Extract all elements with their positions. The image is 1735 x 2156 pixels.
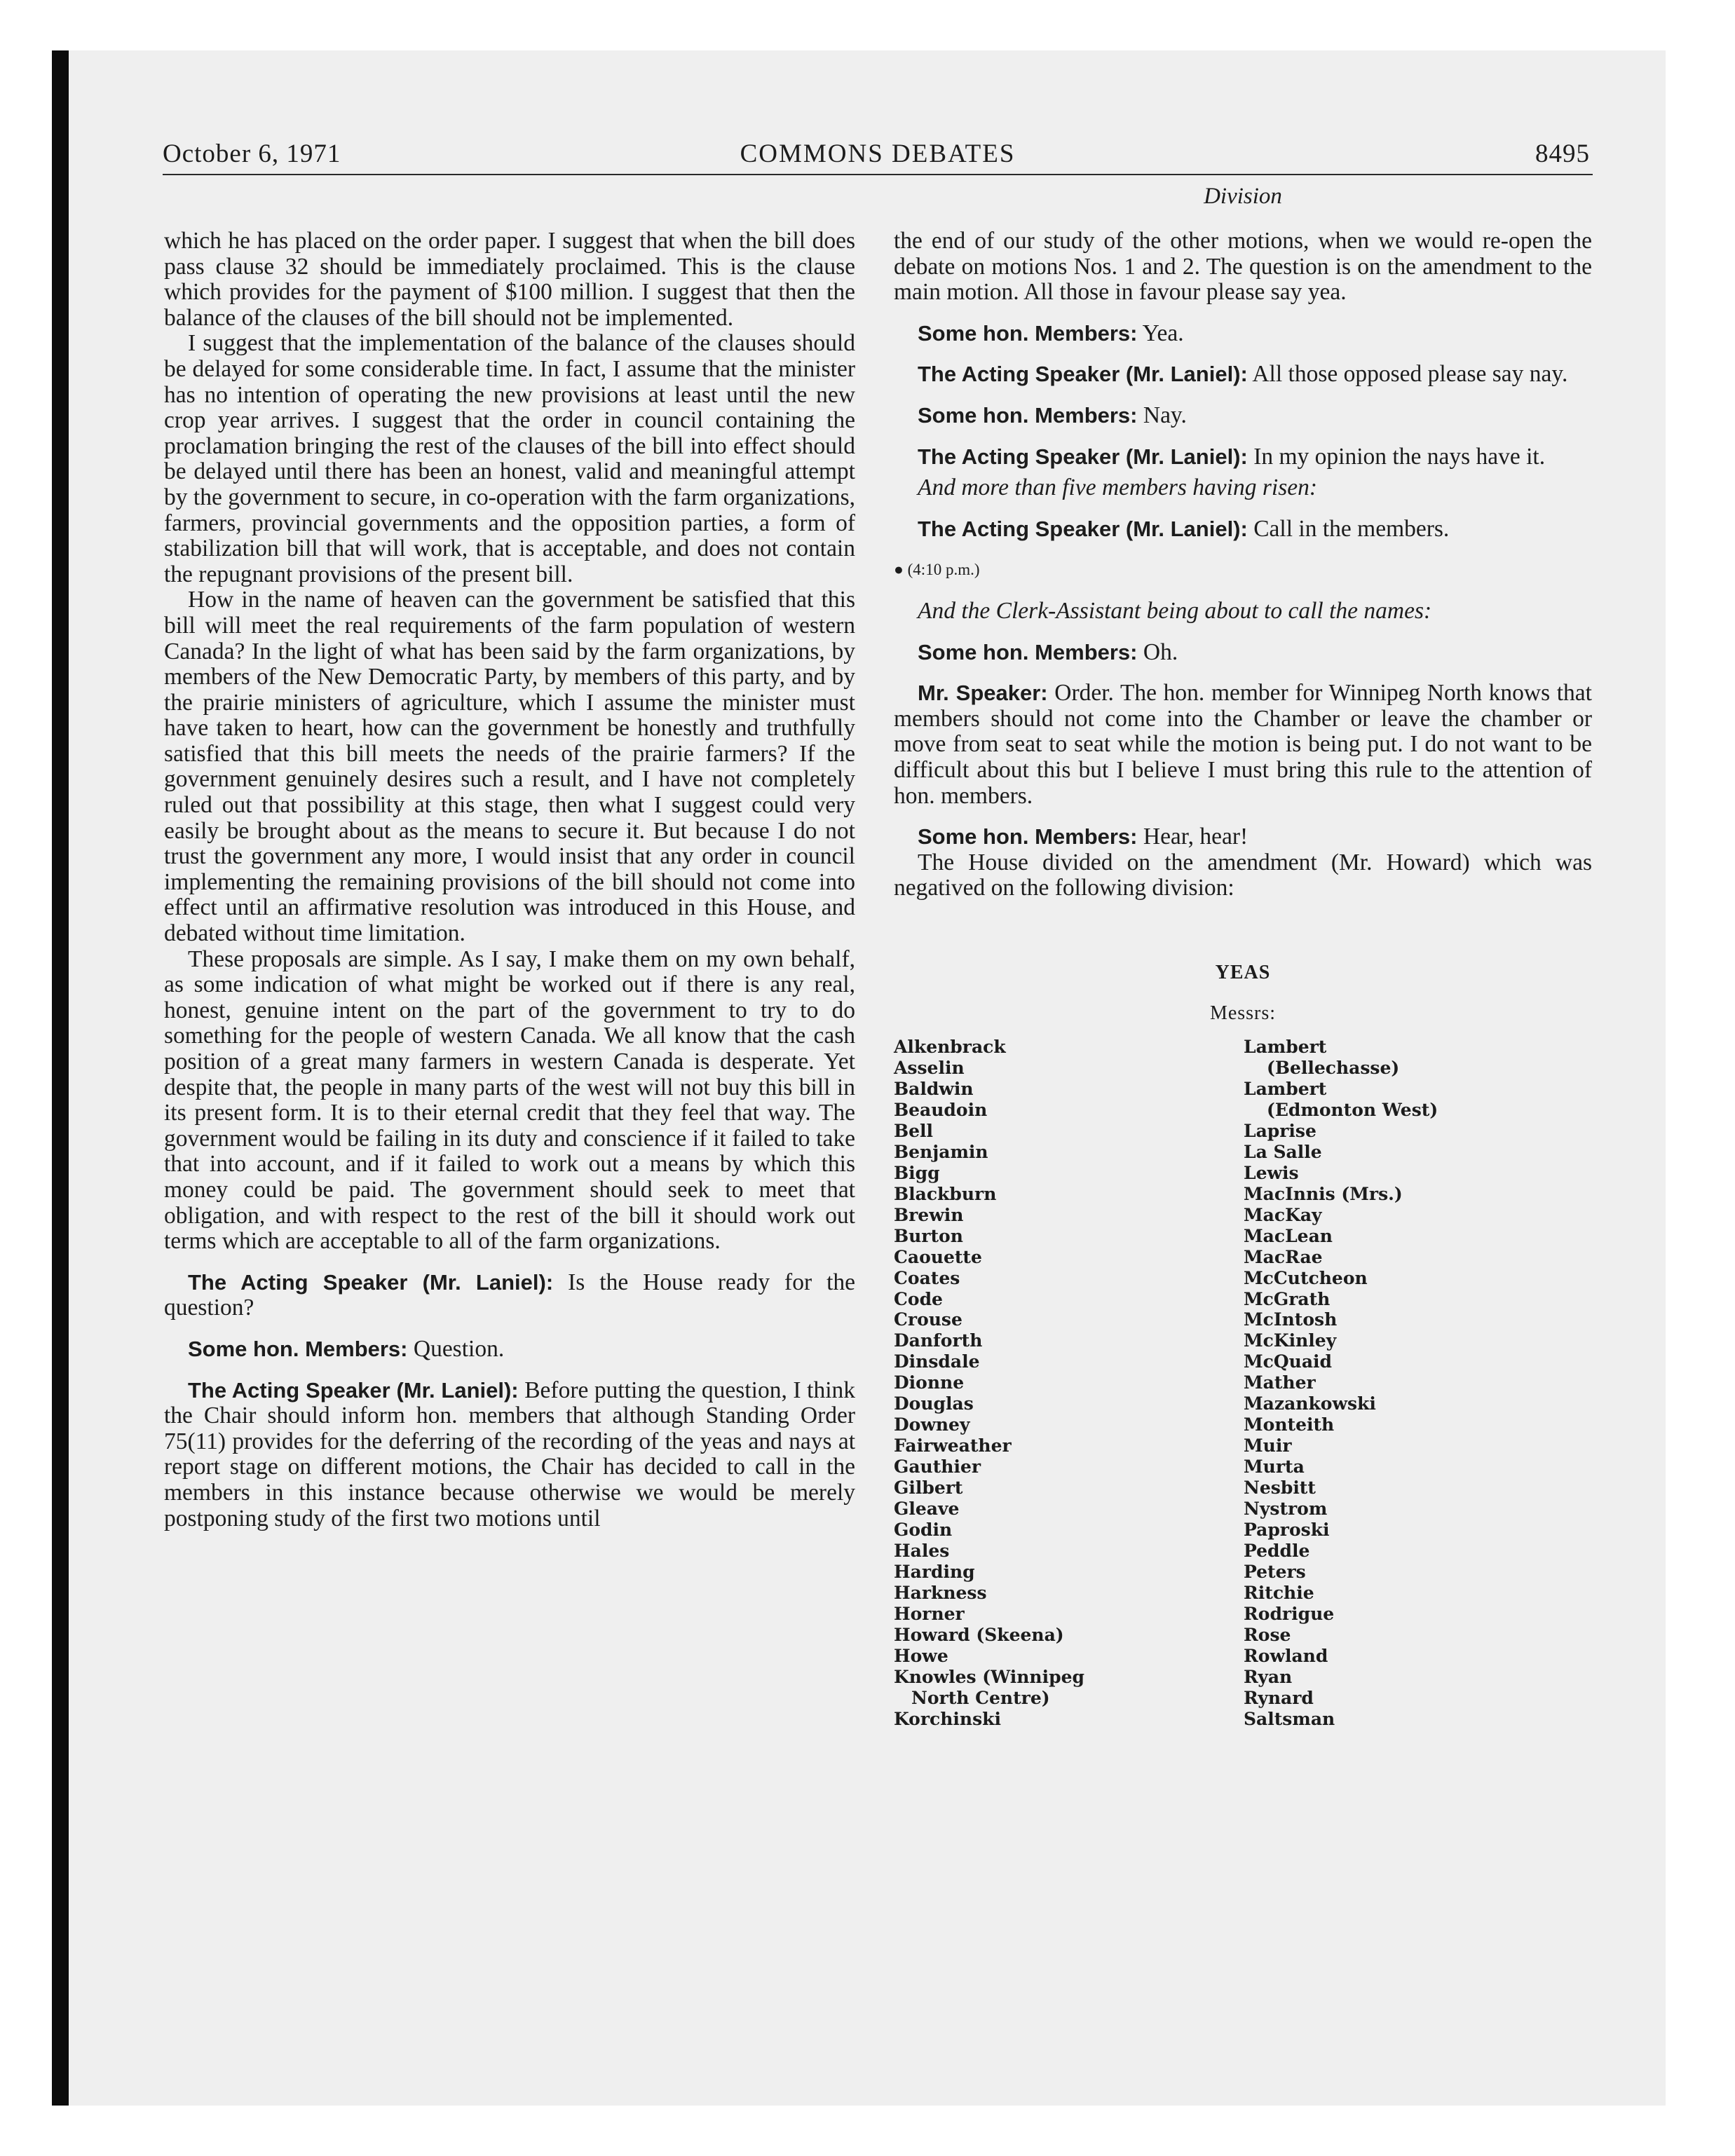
member-name: Bigg — [894, 1162, 940, 1183]
speaker-name: The Acting Speaker (Mr. Laniel): — [188, 1269, 554, 1295]
paragraph: which he has placed on the order paper. I suggest that when the bill does pass clause 32 should be immediately proclaimed. This is the clause which provides for the payment of $100 million. I suggest that then the balance of the clauses of the bill should not be implemented. — [164, 228, 855, 331]
section-heading: Division — [1204, 184, 1282, 209]
member-name: Gilbert — [894, 1478, 963, 1499]
member-name: Dinsdale — [894, 1351, 980, 1372]
member-name: Rodrigue — [1244, 1603, 1335, 1624]
member-name: Mather — [1244, 1372, 1316, 1393]
division-list — [894, 1037, 1592, 1738]
member-name: Ritchie — [1244, 1582, 1314, 1603]
issue-date: October 6, 1971 — [163, 139, 341, 168]
speaker-name: The Acting Speaker (Mr. Laniel): — [188, 1377, 519, 1403]
member-name: Peters — [1244, 1561, 1306, 1582]
member-name: Gauthier — [894, 1456, 981, 1478]
speech — [894, 362, 1592, 388]
member-name: Lewis — [1244, 1162, 1299, 1183]
member-name: MacKay — [1244, 1204, 1322, 1225]
member-name: Lambert — [1244, 1078, 1327, 1099]
member-name: Crouse — [894, 1309, 962, 1330]
paragraph: These proposals are simple. As I say, I make them on my own behalf, as some indication of what might be worked out if there is any real, honest, genuine intent on the part of the government to try to do something for the people of western Canada. We all know that the cash position of a great many farmers in western Canada is desperate. Yet despite that, the people in many parts of the west will not buy this bill in its present form. It is to their eternal credit that they feel that way. The government would be failing in its duty and conscience if it failed to take that into account, and if it failed to work out a means by which this money could be paid. The government should seek to meet that obligation, and with respect to the rest of the bill it should work out terms which are acceptable to all of the farm organizations. — [164, 946, 855, 1255]
member-name: MacLean — [1244, 1225, 1333, 1246]
speaker-name: Some hon. Members: — [918, 824, 1138, 850]
member-name: McKinley — [1244, 1330, 1337, 1351]
member-name: McCutcheon — [1244, 1267, 1368, 1288]
member-name: MacRae — [1244, 1246, 1323, 1267]
member-name: (Edmonton West) — [1267, 1099, 1438, 1120]
member-name: Lambert — [1244, 1037, 1327, 1058]
speech-text: Order. The hon. member for Winnipeg North knows that members should not come into the Chamber or leave the chamber or move from seat to seat while the motion is being put. I do not want to be difficult about this but I believe I must bring this rule to the attention of hon. members. — [894, 680, 1592, 809]
member-name: Bell — [894, 1120, 934, 1141]
member-name: MacInnis (Mrs.) — [1244, 1183, 1403, 1204]
member-name: Laprise — [1244, 1120, 1316, 1141]
member-name: Code — [894, 1288, 943, 1309]
member-name: Brewin — [894, 1204, 964, 1225]
speech — [894, 681, 1592, 809]
speech-text: Yea. — [1137, 320, 1184, 346]
member-name: Danforth — [894, 1330, 983, 1351]
member-name: Godin — [894, 1519, 953, 1540]
speaker-name: Some hon. Members: — [188, 1336, 408, 1361]
paragraph: How in the name of heaven can the government be satisfied that this bill will meet the real requirements of the farm population of western Canada? In the light of what has been said by the farm organizations, by members of the New Democratic Party, by members of this party, and by the prairie ministers of agriculture, which I assume the minister must have taken to heart, how can the government be honestly and truthfully satisfied that this bill meets the needs of the prairie farmers? If the government genuinely desires such a result, and I have not completely ruled out that possibility at this stage, then what I suggest could very easily be brought about as the means to secure it. But because I do not trust the government any more, I would insist that any order in council implementing the remaining provisions of the bill should not come into effect until an affirmative resolution was introduced in this House, and debated without time limitation. — [164, 587, 855, 947]
member-name: Fairweather — [894, 1435, 1012, 1456]
running-head — [163, 139, 1593, 175]
speaker-name: The Acting Speaker (Mr. Laniel): — [918, 516, 1248, 541]
member-name: Nesbitt — [1244, 1478, 1316, 1499]
speaker-name: Some hon. Members: — [918, 402, 1138, 428]
member-name: Knowles (Winnipeg — [894, 1666, 1084, 1687]
member-name: Rose — [1244, 1624, 1291, 1645]
time-marker: ● (4:10 p.m.) — [894, 561, 980, 579]
speech-text: Is the House ready for the question? — [164, 1269, 855, 1321]
member-name: Blackburn — [894, 1183, 997, 1204]
member-name: McGrath — [1244, 1288, 1331, 1309]
speech — [894, 321, 1592, 347]
paragraph: The House divided on the amendment (Mr. Howard) which was negatived on the following division: — [894, 849, 1592, 901]
paragraph: I suggest that the implementation of the balance of the clauses should be delayed for some considerable time. In fact, I assume that the minister has no intention of operating the new provisions at least until the new crop year arrives. I suggest that the order in council containing the proclamation bringing the rest of the clauses of the bill into effect should be delayed until there has been an honest, valid and meaningful attempt by the government to secure, in co-operation with the farm organizations, farmers, provincial governments and the opposition parties, a form of stabilization bill that will work, that is acceptable, and does not contain the repugnant provisions of the present bill. — [164, 330, 855, 587]
member-name: Beaudoin — [894, 1099, 988, 1120]
vote-subheading: Messrs: — [1209, 1002, 1277, 1025]
member-name: (Bellechasse) — [1267, 1058, 1400, 1079]
speech-text: Hear, hear! — [1137, 824, 1248, 850]
speech-text: All those opposed please say nay. — [1247, 361, 1568, 388]
speaker-name: Some hon. Members: — [918, 320, 1138, 346]
member-name: Caouette — [894, 1246, 982, 1267]
member-name: Peddle — [1244, 1540, 1310, 1561]
speech-text: Question. — [407, 1335, 505, 1362]
speech-text: Oh. — [1137, 639, 1178, 665]
scan-edge-bar — [52, 50, 69, 2106]
stage-direction: And more than five members having risen: — [918, 475, 1318, 501]
member-name: Burton — [894, 1225, 963, 1246]
member-name: Asselin — [894, 1058, 965, 1079]
speech — [894, 444, 1592, 470]
member-name: Dionne — [894, 1372, 965, 1393]
speaker-name: The Acting Speaker (Mr. Laniel): — [918, 362, 1248, 387]
member-name: Gleave — [894, 1499, 960, 1520]
speech-text: Call in the members. — [1247, 515, 1450, 542]
member-name: Harkness — [894, 1582, 987, 1603]
member-name: Harding — [894, 1561, 975, 1582]
page-number: 8495 — [1535, 139, 1590, 168]
speech — [894, 824, 1592, 850]
speech — [164, 1337, 855, 1363]
speaker-name: Some hon. Members: — [918, 639, 1138, 664]
speech — [164, 1270, 855, 1321]
member-name: Alkenbrack — [894, 1037, 1006, 1058]
member-name: Monteith — [1244, 1414, 1335, 1435]
member-name: Muir — [1244, 1435, 1292, 1456]
member-name: Paproski — [1244, 1519, 1330, 1540]
paragraph: the end of our study of the other motions, when we would re-open the debate on motions Nos. 1 and 2. The question is on the amendment to the main motion. All those in favour please say yea. — [894, 228, 1592, 306]
speech — [894, 640, 1592, 666]
member-name: Mazankowski — [1244, 1393, 1376, 1414]
member-name: Rowland — [1244, 1645, 1328, 1666]
member-name: Saltsman — [1244, 1708, 1335, 1729]
member-name: Ryan — [1244, 1666, 1293, 1687]
member-name: Murta — [1244, 1456, 1305, 1478]
member-name: Howard (Skeena) — [894, 1624, 1064, 1645]
member-name: McQuaid — [1244, 1351, 1333, 1372]
spacer — [894, 901, 1592, 960]
vote-heading: YEAS — [1215, 961, 1271, 983]
member-name: La Salle — [1244, 1141, 1322, 1162]
stage-direction: And the Clerk-Assistant being about to call the names: — [918, 597, 1432, 624]
member-name: Hales — [894, 1540, 950, 1561]
member-name: Benjamin — [894, 1141, 988, 1162]
publication-title: COMMONS DEBATES — [740, 139, 1016, 168]
yeas-left-list — [894, 1037, 1084, 1729]
member-name: Downey — [894, 1414, 970, 1435]
speech — [894, 517, 1592, 543]
left-column — [164, 228, 855, 1531]
member-name: McIntosh — [1244, 1309, 1338, 1330]
member-name: Rynard — [1244, 1687, 1314, 1708]
speech-text: In my opinion the nays have it. — [1247, 443, 1546, 470]
member-name: Coates — [894, 1267, 960, 1288]
speech-text: Nay. — [1137, 402, 1187, 428]
speaker-name: The Acting Speaker (Mr. Laniel): — [918, 444, 1248, 469]
member-name: North Centre) — [911, 1687, 1050, 1708]
speaker-name: Mr. Speaker: — [918, 681, 1048, 706]
yeas-right-list — [1244, 1037, 1438, 1729]
member-name: Howe — [894, 1645, 948, 1666]
speech — [894, 403, 1592, 429]
speech — [164, 1378, 855, 1532]
member-name: Nystrom — [1244, 1499, 1328, 1520]
member-name: Douglas — [894, 1393, 974, 1414]
member-name: Horner — [894, 1603, 965, 1624]
speech-text: Before putting the question, I think the Chair should inform hon. members that although Standing Order 75(11) provides for the deferring of the recording of the yeas and nays at report stage on different motions, the Chair has decided to call in the members in this instance because otherwise we would be merely postponing study of the first two motions until — [164, 1377, 855, 1531]
right-column — [894, 228, 1592, 1738]
member-name: Baldwin — [894, 1078, 974, 1099]
member-name: Korchinski — [894, 1708, 1001, 1729]
